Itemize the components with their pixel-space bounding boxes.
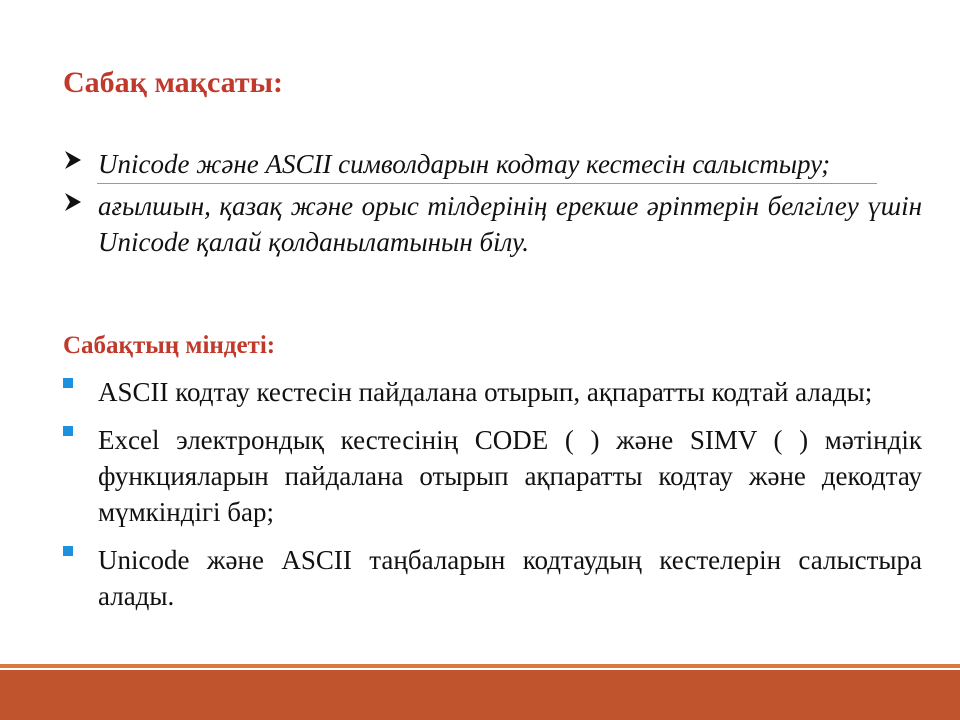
goal-text: ағылшын, қазақ және орыс тілдерінің ерекше әріптерін белгілеу үшін Unicode қалай қолданылатынын білу. (98, 191, 922, 257)
goal-text: Unicode және ASCII символдарын кодтау кестесін салыстыру; (98, 149, 831, 179)
slide-title: Сабақ мақсаты: (63, 66, 284, 99)
goal-item (62, 146, 922, 182)
task-item (62, 374, 922, 410)
task-item (62, 422, 922, 530)
arrow-bullet-icon (62, 149, 84, 171)
divider-line (97, 183, 877, 184)
square-bullet-icon (63, 378, 73, 388)
tasks-list (62, 374, 922, 626)
task-text: Unicode және ASCII таңбаларын кодтаудың кестелерін салыстыра алады. (98, 545, 922, 611)
task-text: Excel электрондық кестесінің CODE ( ) және SIMV ( ) мәтіндік функцияларын пайдалана отырып ақпаратты кодтау және декодтау мүмкіндігі бар; (98, 425, 922, 527)
square-bullet-icon (63, 546, 73, 556)
task-text: ASCII кодтау кестесін пайдалана отырып, ақпаратты кодтай алады; (98, 377, 873, 407)
footer-stripe-thin (0, 664, 960, 668)
square-bullet-icon (63, 426, 73, 436)
footer-stripe (0, 670, 960, 720)
goal-item (62, 188, 922, 260)
task-item (62, 542, 922, 614)
goals-list (62, 146, 922, 266)
arrow-bullet-icon (62, 191, 84, 213)
tasks-heading: Сабақтың міндеті: (63, 332, 276, 359)
